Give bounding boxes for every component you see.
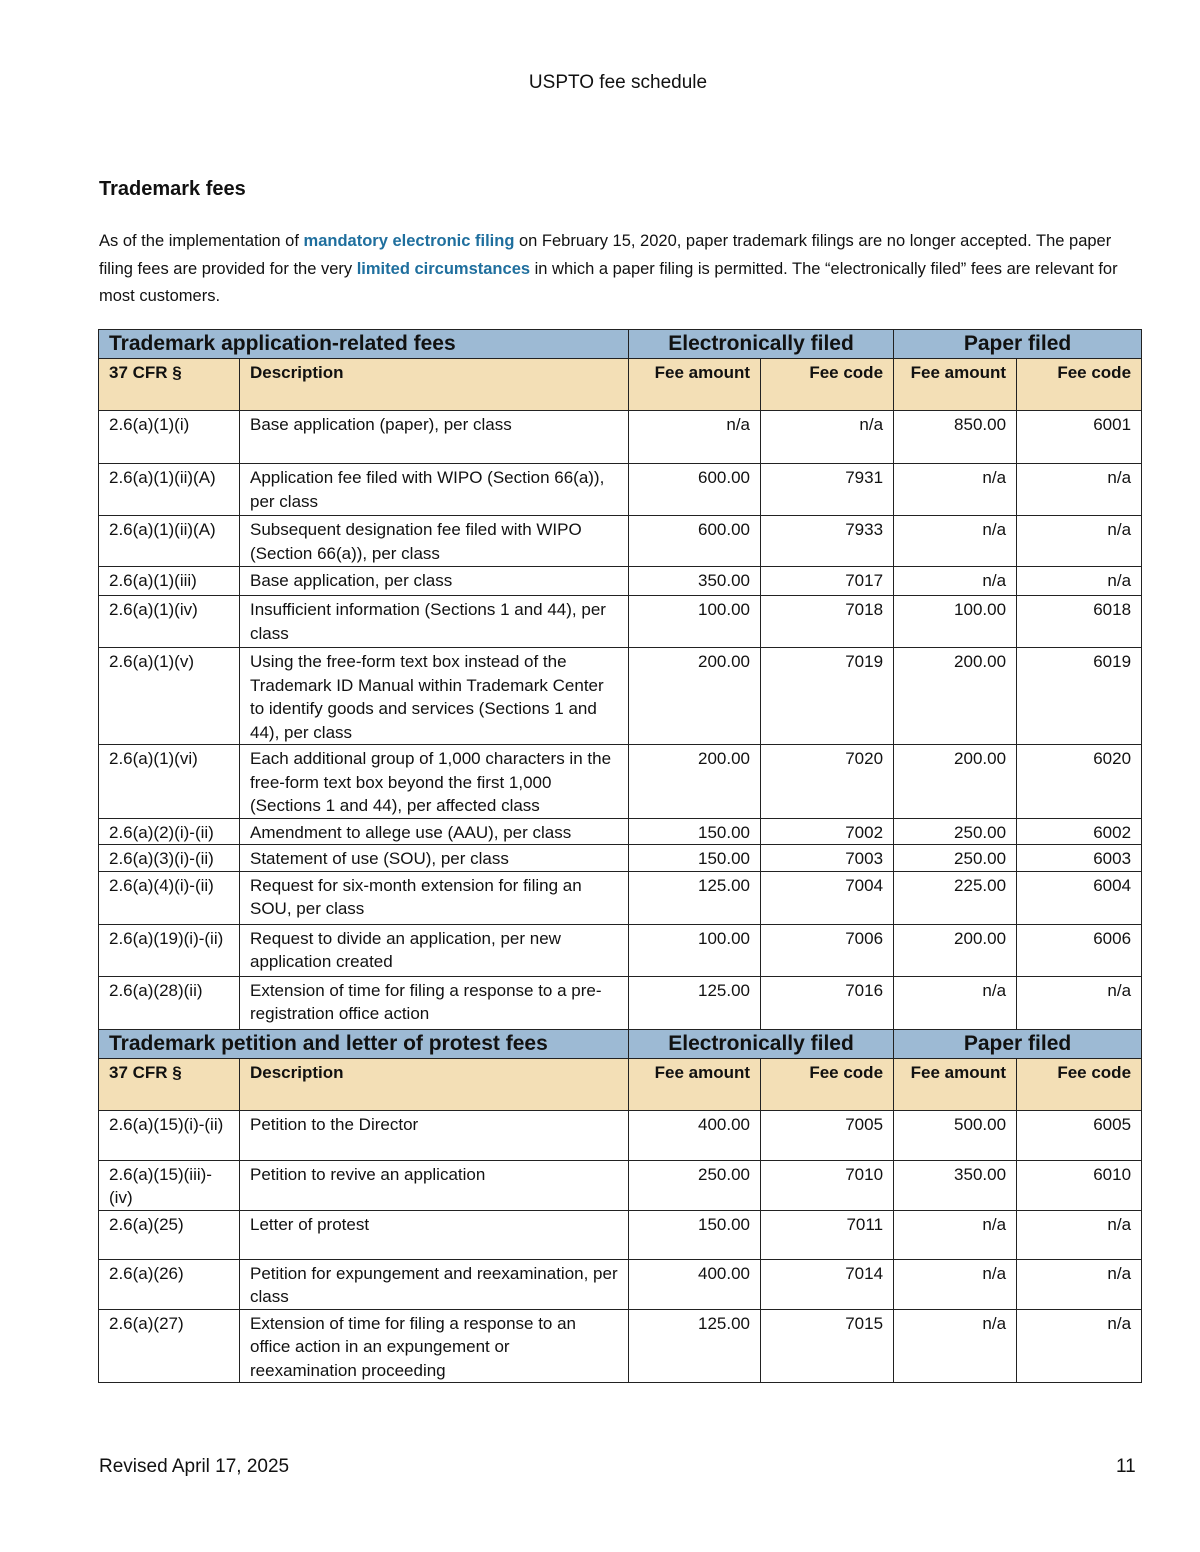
col-header-description: Description bbox=[240, 359, 629, 411]
cfr-cell: 2.6(a)(1)(ii)(A) bbox=[99, 516, 240, 567]
paper-filed-header: Paper filed bbox=[894, 1029, 1142, 1058]
paper-fee-amount: 250.00 bbox=[894, 818, 1017, 845]
description-cell: Subsequent designation fee filed with WIPO (Section 66(a)), per class bbox=[240, 516, 629, 567]
cfr-cell: 2.6(a)(25) bbox=[99, 1210, 240, 1259]
description-cell: Petition to the Director bbox=[240, 1110, 629, 1160]
paper-fee-code: n/a bbox=[1017, 1259, 1142, 1309]
cfr-cell: 2.6(a)(1)(v) bbox=[99, 648, 240, 745]
electronic-fee-amount: 150.00 bbox=[629, 845, 761, 872]
col-header-fee-amount: Fee amount bbox=[629, 1058, 761, 1110]
description-cell: Application fee filed with WIPO (Section 66(a)), per class bbox=[240, 464, 629, 516]
paper-fee-code: 6003 bbox=[1017, 845, 1142, 872]
table-row bbox=[99, 1110, 1142, 1160]
paper-fee-amount: 850.00 bbox=[894, 411, 1017, 464]
paper-fee-amount: 200.00 bbox=[894, 648, 1017, 745]
table-row bbox=[99, 1309, 1142, 1383]
paper-fee-code: 6010 bbox=[1017, 1160, 1142, 1210]
table-row bbox=[99, 976, 1142, 1029]
paper-fee-code: 6004 bbox=[1017, 871, 1142, 924]
paper-fee-amount: n/a bbox=[894, 567, 1017, 596]
description-cell: Extension of time for filing a response to an office action in an expungement or reexamination proceeding bbox=[240, 1309, 629, 1383]
electronic-fee-code: 7014 bbox=[761, 1259, 894, 1309]
electronic-fee-amount: 600.00 bbox=[629, 464, 761, 516]
electronic-fee-code: 7006 bbox=[761, 924, 894, 976]
electronic-fee-code: 7004 bbox=[761, 871, 894, 924]
electronic-fee-amount: 200.00 bbox=[629, 648, 761, 745]
electronic-fee-code: 7011 bbox=[761, 1210, 894, 1259]
col-header-cfr: 37 CFR § bbox=[99, 359, 240, 411]
electronic-fee-code: 7018 bbox=[761, 596, 894, 648]
paper-fee-code: 6019 bbox=[1017, 648, 1142, 745]
table-row bbox=[99, 871, 1142, 924]
electronic-fee-code: n/a bbox=[761, 411, 894, 464]
cfr-cell: 2.6(a)(2)(i)-(ii) bbox=[99, 818, 240, 845]
table-row bbox=[99, 845, 1142, 872]
cfr-cell: 2.6(a)(1)(i) bbox=[99, 411, 240, 464]
page-number: 11 bbox=[1116, 1456, 1136, 1477]
group-title: Trademark application-related fees bbox=[99, 330, 629, 359]
table-row bbox=[99, 411, 1142, 464]
electronic-fee-amount: 200.00 bbox=[629, 745, 761, 819]
electronic-fee-amount: 100.00 bbox=[629, 596, 761, 648]
cfr-cell: 2.6(a)(3)(i)-(ii) bbox=[99, 845, 240, 872]
electronic-fee-code: 7015 bbox=[761, 1309, 894, 1383]
col-header-fee-code: Fee code bbox=[761, 1058, 894, 1110]
cfr-cell: 2.6(a)(27) bbox=[99, 1309, 240, 1383]
cfr-cell: 2.6(a)(1)(ii)(A) bbox=[99, 464, 240, 516]
description-cell: Petition for expungement and reexamination, per class bbox=[240, 1259, 629, 1309]
table-row bbox=[99, 464, 1142, 516]
paper-fee-code: 6006 bbox=[1017, 924, 1142, 976]
section-title: Trademark fees bbox=[99, 178, 246, 200]
paper-fee-amount: 500.00 bbox=[894, 1110, 1017, 1160]
cfr-cell: 2.6(a)(26) bbox=[99, 1259, 240, 1309]
table-row bbox=[99, 818, 1142, 845]
paper-fee-amount: n/a bbox=[894, 516, 1017, 567]
electronic-fee-amount: 100.00 bbox=[629, 924, 761, 976]
electronic-fee-code: 7010 bbox=[761, 1160, 894, 1210]
col-header-fee-code: Fee code bbox=[761, 359, 894, 411]
column-header-row bbox=[99, 359, 1142, 411]
table-row bbox=[99, 924, 1142, 976]
cfr-cell: 2.6(a)(15)(iii)-(iv) bbox=[99, 1160, 240, 1210]
cfr-cell: 2.6(a)(1)(iii) bbox=[99, 567, 240, 596]
col-header-fee-code: Fee code bbox=[1017, 359, 1142, 411]
paper-fee-amount: 225.00 bbox=[894, 871, 1017, 924]
electronic-fee-code: 7931 bbox=[761, 464, 894, 516]
paper-fee-code: n/a bbox=[1017, 464, 1142, 516]
description-cell: Base application, per class bbox=[240, 567, 629, 596]
paper-fee-amount: n/a bbox=[894, 1309, 1017, 1383]
group-title: Trademark petition and letter of protest fees bbox=[99, 1029, 629, 1058]
table-row bbox=[99, 567, 1142, 596]
table-row bbox=[99, 596, 1142, 648]
table-group-header bbox=[99, 330, 1142, 359]
col-header-fee-amount: Fee amount bbox=[894, 1058, 1017, 1110]
mandatory-electronic-filing-link[interactable]: mandatory electronic filing bbox=[303, 232, 515, 250]
paper-fee-code: n/a bbox=[1017, 1309, 1142, 1383]
col-header-fee-amount: Fee amount bbox=[629, 359, 761, 411]
paper-fee-amount: n/a bbox=[894, 464, 1017, 516]
paper-fee-amount: 350.00 bbox=[894, 1160, 1017, 1210]
paper-fee-code: 6018 bbox=[1017, 596, 1142, 648]
col-header-cfr: 37 CFR § bbox=[99, 1058, 240, 1110]
electronic-fee-amount: 400.00 bbox=[629, 1259, 761, 1309]
description-cell: Request to divide an application, per new application created bbox=[240, 924, 629, 976]
electronic-fee-amount: 125.00 bbox=[629, 871, 761, 924]
electronic-fee-amount: 400.00 bbox=[629, 1110, 761, 1160]
electronic-fee-code: 7933 bbox=[761, 516, 894, 567]
paper-fee-code: n/a bbox=[1017, 567, 1142, 596]
description-cell: Letter of protest bbox=[240, 1210, 629, 1259]
description-cell: Base application (paper), per class bbox=[240, 411, 629, 464]
col-header-fee-amount: Fee amount bbox=[894, 359, 1017, 411]
electronic-fee-code: 7003 bbox=[761, 845, 894, 872]
intro-text: in which a paper filing is permitted. The “electronically filed” fees are relevant for most customers. bbox=[99, 259, 1118, 305]
paper-fee-amount: n/a bbox=[894, 1259, 1017, 1309]
electronic-fee-code: 7016 bbox=[761, 976, 894, 1029]
electronic-fee-amount: 350.00 bbox=[629, 567, 761, 596]
paper-fee-amount: 200.00 bbox=[894, 745, 1017, 819]
cfr-cell: 2.6(a)(28)(ii) bbox=[99, 976, 240, 1029]
paper-filed-header: Paper filed bbox=[894, 330, 1142, 359]
description-cell: Insufficient information (Sections 1 and 44), per class bbox=[240, 596, 629, 648]
paper-fee-code: n/a bbox=[1017, 1210, 1142, 1259]
limited-circumstances-link[interactable]: limited circumstances bbox=[356, 259, 531, 278]
paper-fee-code: 6002 bbox=[1017, 818, 1142, 845]
column-header-row bbox=[99, 1058, 1142, 1110]
paper-fee-code: 6020 bbox=[1017, 745, 1142, 819]
revised-date: Revised April 17, 2025 bbox=[99, 1456, 290, 1477]
paper-fee-amount: 250.00 bbox=[894, 845, 1017, 872]
electronic-fee-code: 7020 bbox=[761, 745, 894, 819]
table-row bbox=[99, 516, 1142, 567]
col-header-description: Description bbox=[240, 1058, 629, 1110]
electronically-filed-header: Electronically filed bbox=[629, 1029, 894, 1058]
electronic-fee-amount: 250.00 bbox=[629, 1160, 761, 1210]
electronic-fee-code: 7002 bbox=[761, 818, 894, 845]
table-row bbox=[99, 745, 1142, 819]
cfr-cell: 2.6(a)(4)(i)-(ii) bbox=[99, 871, 240, 924]
description-cell: Using the free-form text box instead of the Trademark ID Manual within Trademark Center to identify goods and services (Sections 1 and 44), per class bbox=[240, 648, 629, 745]
description-cell: Request for six-month extension for filing an SOU, per class bbox=[240, 871, 629, 924]
paper-fee-amount: n/a bbox=[894, 1210, 1017, 1259]
description-cell: Petition to revive an application bbox=[240, 1160, 629, 1210]
electronic-fee-amount: 125.00 bbox=[629, 976, 761, 1029]
paper-fee-code: 6005 bbox=[1017, 1110, 1142, 1160]
intro-text: on February 15, 2020, paper trademark filings are no longer accepted. The paper filing fees are provided for the very bbox=[99, 232, 1112, 278]
electronic-fee-code: 7005 bbox=[761, 1110, 894, 1160]
description-cell: Each additional group of 1,000 characters in the free-form text box beyond the first 1,000 (Sections 1 and 44), per affected class bbox=[240, 745, 629, 819]
table-row bbox=[99, 1210, 1142, 1259]
electronic-fee-amount: 600.00 bbox=[629, 516, 761, 567]
intro-text: As of the implementation of bbox=[99, 232, 304, 250]
paper-fee-amount: 100.00 bbox=[894, 596, 1017, 648]
description-cell: Amendment to allege use (AAU), per class bbox=[240, 818, 629, 845]
page-header: USPTO fee schedule bbox=[528, 72, 708, 93]
table-group-header bbox=[99, 1029, 1142, 1058]
electronic-fee-amount: 125.00 bbox=[629, 1309, 761, 1383]
description-cell: Extension of time for filing a response to a pre-registration office action bbox=[240, 976, 629, 1029]
electronic-fee-amount: 150.00 bbox=[629, 1210, 761, 1259]
description-cell: Statement of use (SOU), per class bbox=[240, 845, 629, 872]
cfr-cell: 2.6(a)(19)(i)-(ii) bbox=[99, 924, 240, 976]
electronic-fee-amount: n/a bbox=[629, 411, 761, 464]
electronically-filed-header: Electronically filed bbox=[629, 330, 894, 359]
paper-fee-code: n/a bbox=[1017, 516, 1142, 567]
electronic-fee-amount: 150.00 bbox=[629, 818, 761, 845]
paper-fee-amount: n/a bbox=[894, 976, 1017, 1029]
electronic-fee-code: 7017 bbox=[761, 567, 894, 596]
cfr-cell: 2.6(a)(1)(iv) bbox=[99, 596, 240, 648]
cfr-cell: 2.6(a)(1)(vi) bbox=[99, 745, 240, 819]
paper-fee-code: 6001 bbox=[1017, 411, 1142, 464]
intro-paragraph bbox=[99, 228, 1144, 311]
table-row bbox=[99, 1160, 1142, 1210]
table-row bbox=[99, 648, 1142, 745]
paper-fee-code: n/a bbox=[1017, 976, 1142, 1029]
paper-fee-amount: 200.00 bbox=[894, 924, 1017, 976]
electronic-fee-code: 7019 bbox=[761, 648, 894, 745]
cfr-cell: 2.6(a)(15)(i)-(ii) bbox=[99, 1110, 240, 1160]
table-row bbox=[99, 1259, 1142, 1309]
col-header-fee-code: Fee code bbox=[1017, 1058, 1142, 1110]
trademark-fees-table bbox=[98, 329, 1142, 1383]
